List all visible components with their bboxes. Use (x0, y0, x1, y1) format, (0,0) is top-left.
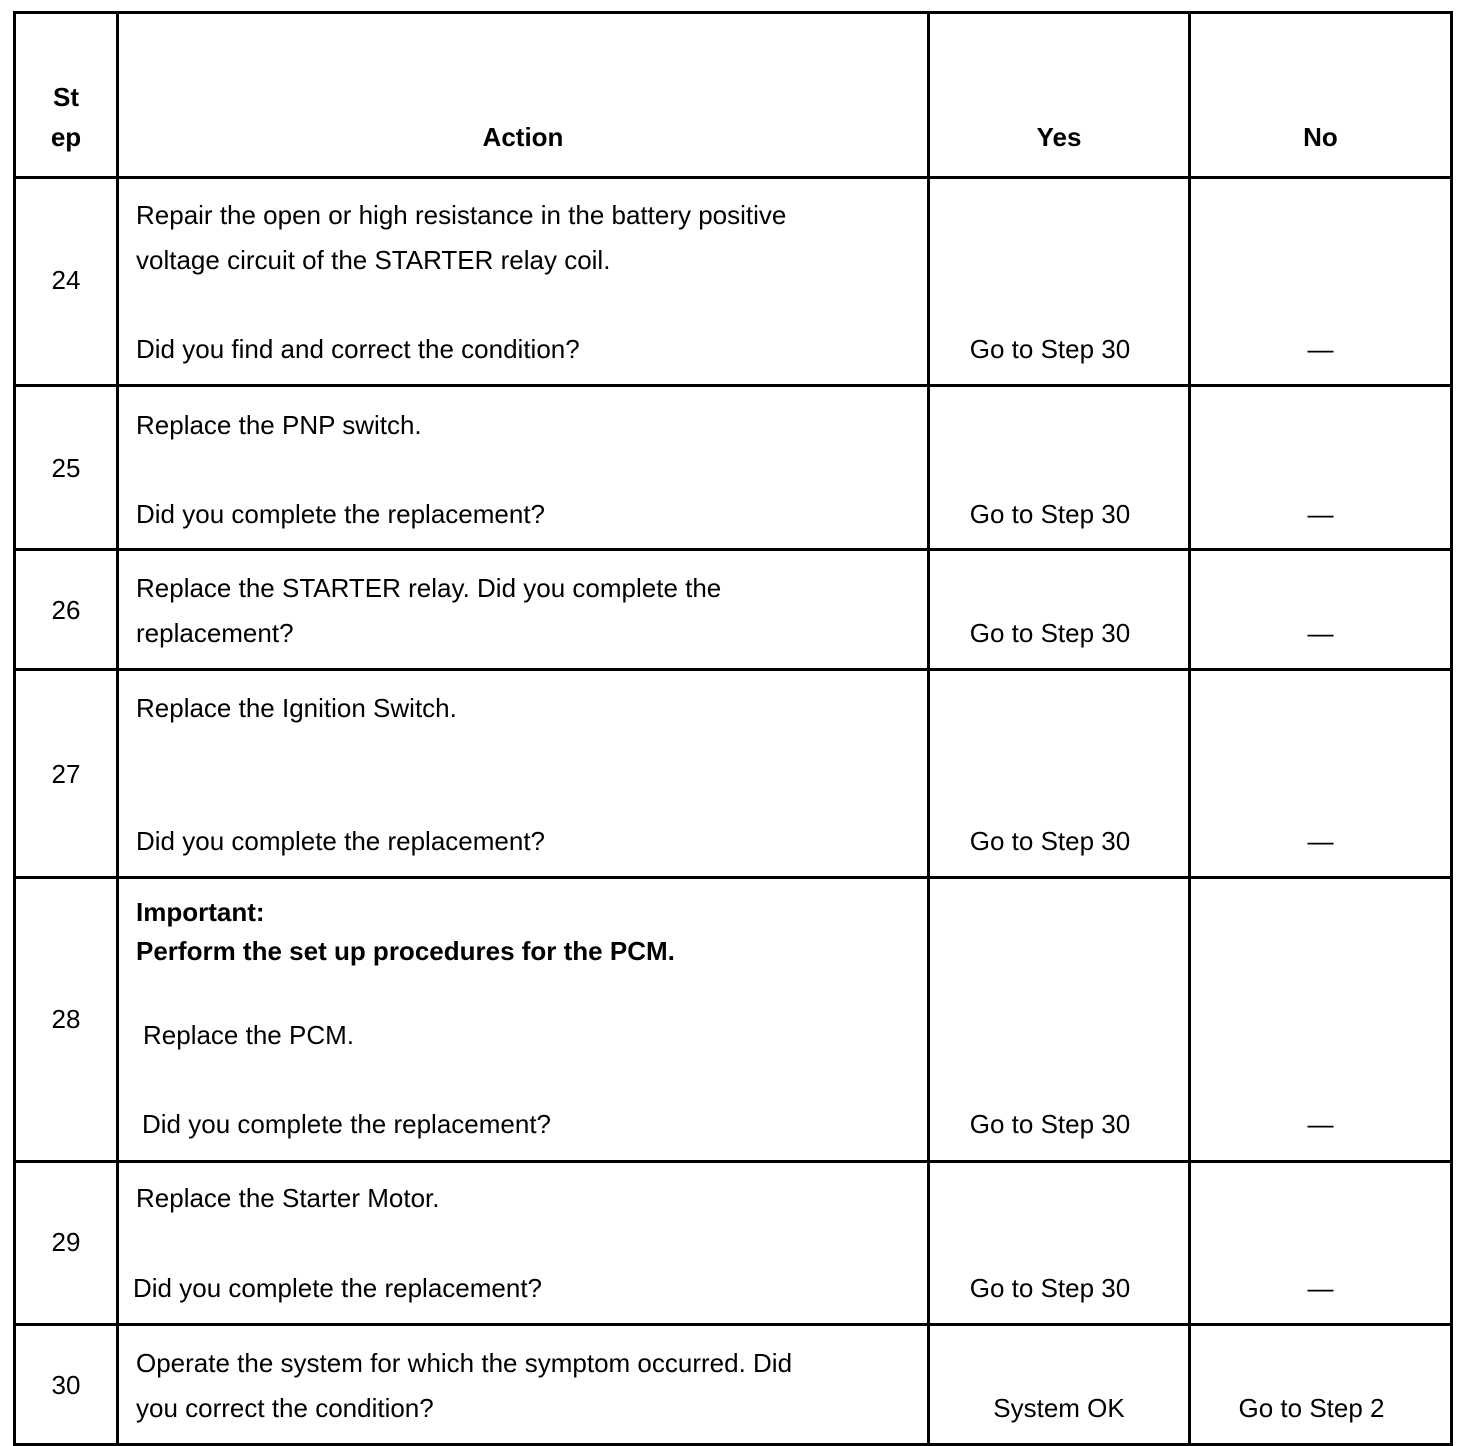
yes-result: Go to Step 30 (969, 334, 1131, 364)
no-cell (1190, 1325, 1452, 1445)
no-result: — (1307, 499, 1334, 529)
yes-result: Go to Step 30 (969, 499, 1131, 529)
step-number: 28 (51, 1004, 81, 1034)
yes-cell (929, 670, 1190, 878)
step-number: 26 (51, 595, 81, 625)
action-question: Did you complete the replacement? (136, 499, 546, 529)
yes-result: System OK (993, 1393, 1125, 1423)
action-cell (118, 1325, 929, 1445)
step-cell (15, 1325, 118, 1445)
no-result: — (1307, 1273, 1334, 1303)
table-row (15, 878, 1452, 1162)
action-text: Replace the STARTER relay. Did you complete the (136, 573, 722, 603)
header-step-line1: St (53, 82, 79, 112)
table-header-row (15, 13, 1452, 178)
no-result: — (1307, 1109, 1334, 1139)
table-row (15, 550, 1452, 670)
yes-cell (929, 1325, 1190, 1445)
action-cell (118, 386, 929, 550)
no-cell (1190, 550, 1452, 670)
action-text: Replace the PCM. (143, 1020, 354, 1050)
no-cell (1190, 1162, 1452, 1325)
step-cell (15, 386, 118, 550)
no-result: — (1307, 826, 1334, 856)
action-question: you correct the condition? (136, 1393, 434, 1423)
step-number: 29 (51, 1227, 81, 1257)
action-question: Did you complete the replacement? (136, 826, 546, 856)
yes-cell (929, 1162, 1190, 1325)
action-question: Did you complete the replacement? (133, 1273, 543, 1303)
step-cell (15, 878, 118, 1162)
action-cell (118, 878, 929, 1162)
yes-result: Go to Step 30 (969, 1109, 1131, 1139)
step-number: 24 (51, 265, 81, 295)
yes-cell (929, 878, 1190, 1162)
step-number: 25 (51, 453, 81, 483)
no-result: — (1307, 618, 1334, 648)
action-cell (118, 178, 929, 386)
action-text: voltage circuit of the STARTER relay coil. (136, 245, 611, 275)
header-yes: Yes (929, 13, 1190, 178)
step-cell (15, 178, 118, 386)
header-step-line2: ep (50, 122, 82, 152)
action-question: replacement? (136, 618, 294, 648)
step-cell (15, 1162, 118, 1325)
action-cell (118, 1162, 929, 1325)
action-text: Repair the open or high resistance in the battery positive (136, 200, 787, 230)
no-cell (1190, 670, 1452, 878)
yes-result: Go to Step 30 (969, 826, 1131, 856)
no-cell (1190, 178, 1452, 386)
action-cell (118, 670, 929, 878)
step-cell (15, 550, 118, 670)
yes-cell (929, 386, 1190, 550)
important-label: Important: (136, 897, 265, 927)
action-cell (118, 550, 929, 670)
no-result: Go to Step 2 (1238, 1393, 1385, 1423)
diagnostic-step-table (13, 11, 1453, 1446)
table-row (15, 1162, 1452, 1325)
header-action: Action (118, 13, 929, 178)
yes-cell (929, 550, 1190, 670)
step-number: 30 (51, 1370, 81, 1400)
action-question: Did you find and correct the condition? (136, 334, 580, 364)
no-cell (1190, 878, 1452, 1162)
important-text: Perform the set up procedures for the PCM. (136, 936, 675, 966)
action-text: Operate the system for which the symptom occurred. Did (136, 1348, 793, 1378)
action-text: Replace the Starter Motor. (136, 1183, 440, 1213)
no-cell (1190, 386, 1452, 550)
yes-result: Go to Step 30 (969, 618, 1131, 648)
table-row (15, 1325, 1452, 1445)
action-question: Did you complete the replacement? (142, 1109, 552, 1139)
table-row (15, 670, 1452, 878)
header-no: No (1190, 13, 1452, 178)
step-cell (15, 670, 118, 878)
step-number: 27 (51, 759, 81, 789)
no-result: — (1307, 334, 1334, 364)
table-row (15, 178, 1452, 386)
table-row (15, 386, 1452, 550)
yes-cell (929, 178, 1190, 386)
yes-result: Go to Step 30 (969, 1273, 1131, 1303)
action-text: Replace the Ignition Switch. (136, 693, 457, 723)
action-text: Replace the PNP switch. (136, 410, 422, 440)
header-step (15, 13, 118, 178)
